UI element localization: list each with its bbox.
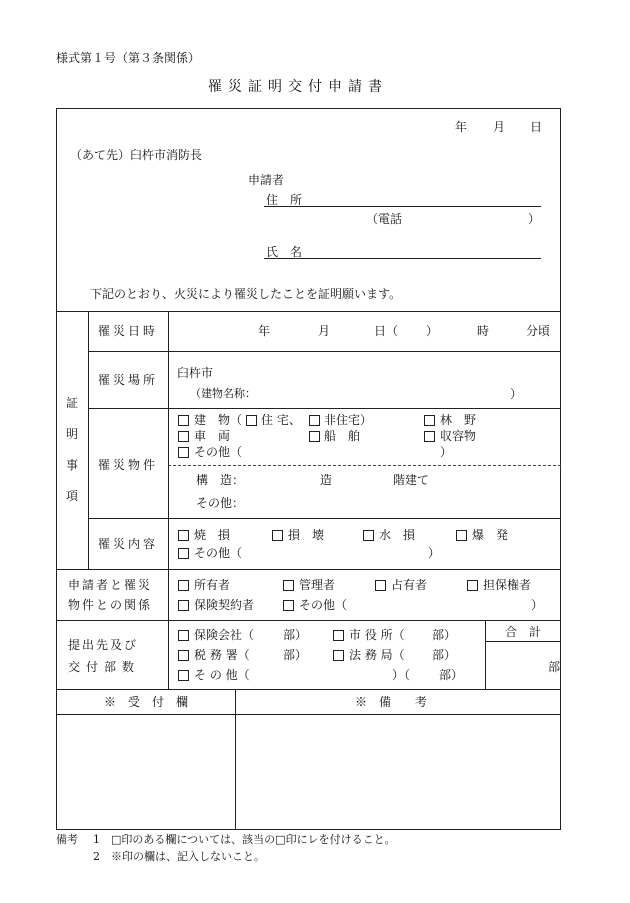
- checkbox-house[interactable]: [246, 415, 257, 426]
- checkbox-manager[interactable]: [283, 580, 294, 591]
- relation-label-2: 物件との関係: [68, 598, 153, 612]
- checkbox-mortgagee[interactable]: [467, 580, 478, 591]
- phone-close: ）: [528, 212, 541, 226]
- reception-label: ※ 受 付 欄: [104, 695, 189, 709]
- submission-label-2: 交付部数: [68, 660, 141, 674]
- checkbox-building[interactable]: [178, 415, 189, 426]
- section-label: 証 明 事 項: [65, 396, 78, 503]
- form-number: 様式第１号（第３条関係）: [56, 51, 201, 65]
- checkbox-damage-other[interactable]: [178, 548, 189, 559]
- checkbox-insured[interactable]: [178, 600, 189, 611]
- checkbox-explosion[interactable]: [456, 530, 467, 541]
- note-1: □印のある欄については、該当の□印にレを付けること。: [111, 833, 396, 846]
- checkbox-burned[interactable]: [178, 530, 189, 541]
- checkbox-city-hall[interactable]: [333, 630, 344, 641]
- checkbox-ship[interactable]: [309, 431, 320, 442]
- frame-right: [560, 108, 561, 829]
- note-2: ※印の欄は、記入しないこと。: [111, 850, 265, 863]
- notes-label: 備考: [56, 833, 78, 846]
- checkbox-forest[interactable]: [424, 415, 435, 426]
- checkbox-non-house[interactable]: [309, 415, 320, 426]
- remarks-area[interactable]: [236, 715, 559, 828]
- damage-label: 罹災内容: [98, 537, 159, 551]
- date-day: 日: [530, 120, 543, 134]
- checkbox-legal-office[interactable]: [333, 650, 344, 661]
- checkbox-vehicle[interactable]: [178, 431, 189, 442]
- name-field[interactable]: [264, 258, 541, 259]
- total-label: 合 計: [505, 625, 542, 639]
- checkbox-insurance[interactable]: [178, 630, 189, 641]
- property-label: 罹災物件: [98, 458, 159, 472]
- address-label: 住 所: [266, 193, 303, 207]
- checkbox-water[interactable]: [363, 530, 374, 541]
- checkbox-relation-other[interactable]: [283, 600, 294, 611]
- applicant-label: 申請者: [248, 173, 285, 187]
- total-unit: 部: [548, 660, 561, 674]
- frame-top: [56, 108, 561, 109]
- checkbox-destroyed[interactable]: [272, 530, 283, 541]
- addressee: （あて先）臼杵市消防長: [70, 148, 203, 162]
- submission-label-1: 提出先及び: [68, 638, 139, 652]
- reception-area[interactable]: [57, 715, 234, 828]
- fire-location-label: 罹災場所: [98, 373, 159, 387]
- table-top: [56, 311, 561, 312]
- structure-label: 構 造：: [196, 473, 245, 487]
- name-label: 氏 名: [266, 245, 303, 259]
- date-year: 年: [455, 120, 468, 134]
- location-city: 臼杵市: [177, 366, 214, 380]
- relation-label-1: 申請者と罹災: [68, 578, 153, 592]
- fire-datetime-label: 罹災日時: [98, 324, 159, 338]
- checkbox-occupant[interactable]: [375, 580, 386, 591]
- checkbox-owner[interactable]: [178, 580, 189, 591]
- structure-other-label: その他：: [196, 496, 245, 510]
- form-title: 罹災証明交付申請書: [208, 79, 388, 95]
- phone-label: （電話: [366, 212, 403, 226]
- checkbox-contents[interactable]: [424, 431, 435, 442]
- remarks-label: ※ 備 考: [355, 695, 428, 709]
- checkbox-tax-office[interactable]: [178, 650, 189, 661]
- application-form-page: 様式第１号（第３条関係） 罹災証明交付申請書 年 月 日 （あて先）臼杵市消防長 申請者 住 所 （電話 ） 氏 名 下記のとおり、火災により罹災したことを証明願います。 証 明 事 項 罹災日時 年 月 日（ ） 時 分頃 罹災場所 臼杵市 （建物名称： ） 罹災物件 建 物（ 住 宅、 非住宅） 林 野 車 両 船 舶 収容物 その他（ ） 構 造： 造 階建て その他： 罹災内容 焼 損 損 壊 水 損 爆 発 その他（ ） 申請者と罹災 物件との関係 所有者 管理者 占有者 担保権者 保険契約者 その他（ ） 提出先及び 交付部数 保険会社（ 部） 市 役 所（ 部） 税 務 署（ 部） 法 務 局（ 部） そ の 他（ ）（ 部） 合 計 部 ※ 受 付 欄 ※ 備 考 備考 1 □印のある欄については、該当の□印にレを付けること。 2 ※印の欄は、記入しないこと。: [56, 51, 561, 863]
- checkbox-property-other[interactable]: [178, 447, 189, 458]
- checkbox-submission-other[interactable]: [178, 670, 189, 681]
- frame-bottom: [56, 829, 561, 830]
- request-text: 下記のとおり、火災により罹災したことを証明願います。: [90, 287, 402, 301]
- date-month: 月: [493, 120, 506, 134]
- address-field[interactable]: [264, 206, 541, 207]
- building-name-label: （建物名称：: [190, 387, 256, 400]
